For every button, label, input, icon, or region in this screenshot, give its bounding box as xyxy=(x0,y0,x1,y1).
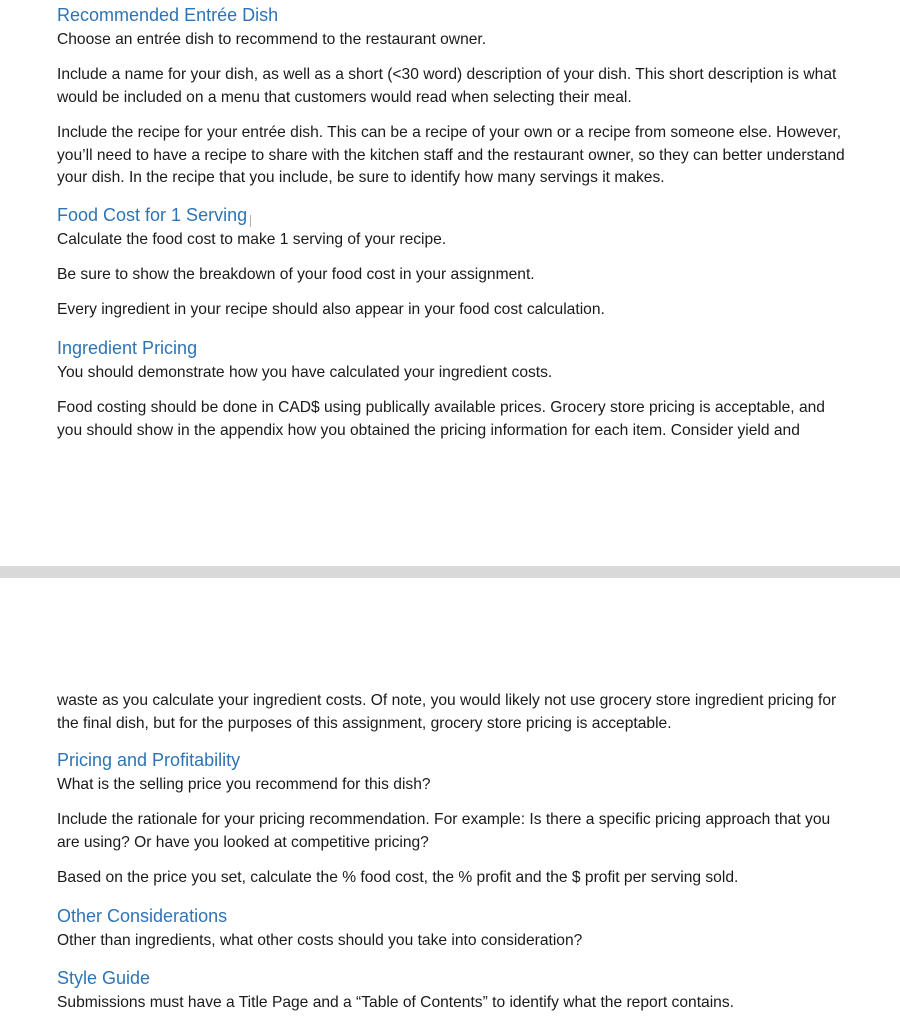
paragraph-pricing-rationale: Include the rationale for your pricing recommendation. For example: Is there a specific pricing approach that you are using? Or have you looked at competitive pricing? xyxy=(57,811,831,851)
heading-ingredient-pricing: Ingredient Pricing xyxy=(57,338,198,358)
heading-pricing-profitability: Pricing and Profitability xyxy=(57,750,241,770)
paragraph-every-ingredient: Every ingredient in your recipe should also appear in your food cost calculation. xyxy=(57,301,605,318)
heading-other-considerations-text: Other Considerations xyxy=(57,906,228,926)
paragraph-dish-name-description: Include a name for your dish, as well as a short (<30 word) description of your dish. This short description is what would be included on a menu that customers would read when selecting their meal. xyxy=(57,66,837,106)
heading-style-guide: Style Guide xyxy=(57,968,151,988)
page-break-gap xyxy=(0,566,900,578)
text-cursor-mark xyxy=(250,215,251,227)
paragraph-selling-price: What is the selling price you recommend for this dish? xyxy=(57,776,431,793)
paragraph-demonstrate-calculation: You should demonstrate how you have calculated your ingredient costs. xyxy=(57,364,553,381)
paragraph-waste-continuation: waste as you calculate your ingredient costs. Of note, you would likely not use grocery store ingredient pricing for the final dish, but for the purposes of this assignment, grocery store pricing is acceptable. xyxy=(57,692,837,732)
paragraph-food-costing-cad: Food costing should be done in CAD$ using publically available prices. Grocery store pricing is acceptable, and you should show in the appendix how you obtained the pricing information for each item. Consider yield and xyxy=(57,399,825,439)
paragraph-choose-entree: Choose an entrée dish to recommend to the restaurant owner. xyxy=(57,31,487,48)
paragraph-title-page-toc: Submissions must have a Title Page and a “Table of Contents” to identify what the report contains. xyxy=(57,994,734,1011)
paragraph-calculate-percentages: Based on the price you set, calculate the % food cost, the % profit and the $ profit per serving sold. xyxy=(57,869,739,886)
document-page-2 xyxy=(0,578,900,1024)
paragraph-include-recipe: Include the recipe for your entrée dish. This can be a recipe of your own or a recipe from someone else. However, you’ll need to have a recipe to share with the kitchen staff and the restaurant owner, so they can better understand your dish. In the recipe that you include, be sure to identify how many servings it makes. xyxy=(57,124,845,186)
paragraph-calculate-food-cost: Calculate the food cost to make 1 serving of your recipe. xyxy=(57,231,447,248)
heading-recommended-entree-dish: Recommended Entrée Dish xyxy=(57,5,279,25)
paragraph-show-breakdown: Be sure to show the breakdown of your food cost in your assignment. xyxy=(57,266,535,283)
heading-other-considerations xyxy=(57,905,227,932)
heading-food-cost-text: Food Cost for 1 Serving xyxy=(57,205,248,225)
heading-food-cost xyxy=(57,204,251,231)
paragraph-other-costs: Other than ingredients, what other costs should you take into consideration? xyxy=(57,932,583,949)
